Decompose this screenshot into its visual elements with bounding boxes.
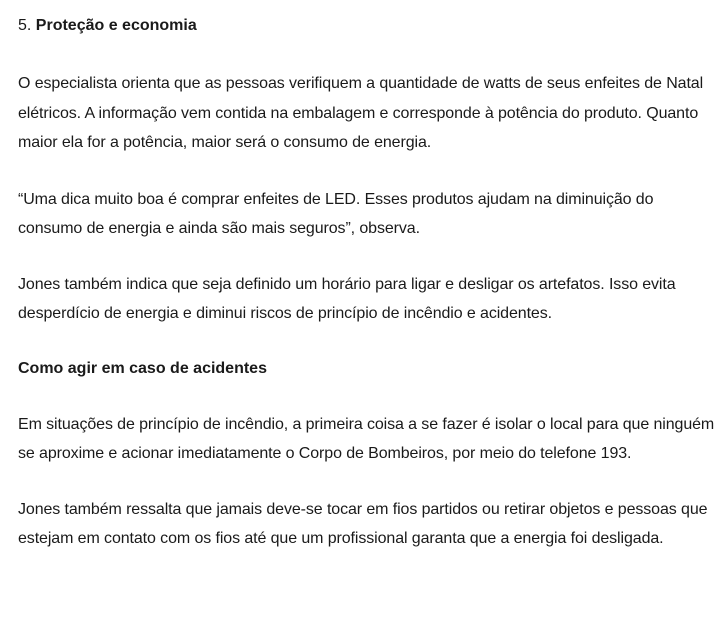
subheading-accidents: Como agir em caso de acidentes [18,359,267,377]
section-number: 5. [18,17,32,34]
paragraph-wires: Jones também ressalta que jamais deve-se tocar em fios partidos ou retirar objetos e pessoas que estejam em contato com os fios até que um profissional garanta que a energia foi desligada. [18,500,708,547]
section-heading [18,14,717,38]
paragraph-led-quote: “Uma dica muito boa é comprar enfeites de LED. Esses produtos ajudam na diminuição do consumo de energia e ainda são mais seguros”, observa. [18,190,654,237]
paragraph-schedule: Jones também indica que seja definido um horário para ligar e desligar os artefatos. Isso evita desperdício de energia e diminui riscos de princípio de incêndio e acidentes. [18,275,676,322]
paragraph-watts: O especialista orienta que as pessoas verifiquem a quantidade de watts de seus enfeites de Natal elétricos. A informação vem contida na embalagem e corresponde à potência do produto. Quanto maior ela for a potência, maior será o consumo de energia. [18,75,704,151]
paragraph-fire: Em situações de princípio de incêndio, a primeira coisa a se fazer é isolar o local para que ninguém se aproxime e acionar imediatamente o Corpo de Bombeiros, por meio do telefone 193. [18,415,715,462]
section-title: Proteção e economia [35,17,197,34]
